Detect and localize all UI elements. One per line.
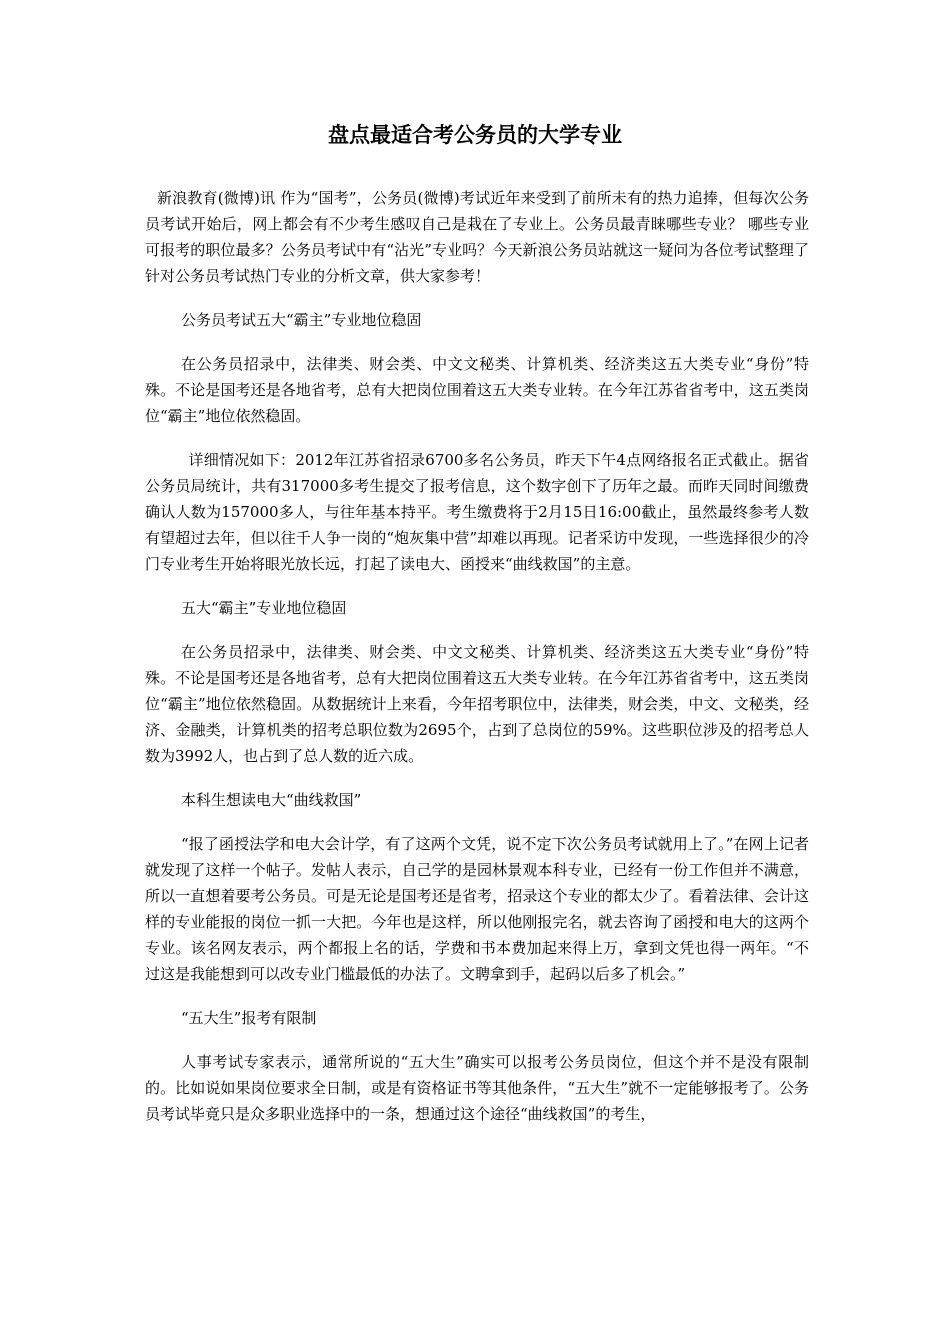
body-paragraph: 人事考试专家表示，通常所说的“五大生”确实可以报考公务员岗位，但这个并不是没有限制的。比如说如果岗位要求全日制，或是有资格证书等其他条件，“五大生”就不一定能够报考了。公务员考试毕竟只是众多职业选择中的一条，想通过这个途径“曲线救国”的考生， — [145, 1053, 809, 1123]
section-heading: “五大生”报考有限制 — [181, 1009, 317, 1027]
section-heading: 五大“霸主”专业地位稳固 — [181, 599, 347, 617]
intro-paragraph: 新浪教育(微博)讯 作为“国考”，公务员(微博)考试近年来受到了前所未有的热力追捧，但每次公务员考试开始后，网上都会有不少考生感叹自己是栽在了专业上。公务员最青睐哪些专业？ 哪些专业可报考的职位最多？公务员考试中有“沾光”专业吗？今天新浪公务员站就这一疑问为各位考试整理了针对公务员考试热门专业的分析文章，供大家参考！ — [145, 189, 809, 285]
body-paragraph: 详细情况如下：2012年江苏省招录6700多名公务员，昨天下午4点网络报名正式截止。据省公务员局统计，共有317000多考生提交了报考信息，这个数字创下了历年之最。而昨天同时间缴费确认人数为157000多人，与往年基本持平。考生缴费将于2月15日16:00截止，虽然最终参考人数有望超过去年，但以往千人争一岗的“炮灰集中营”却难以再现。记者采访中发现，一些选择很少的冷门专业考生开始将眼光放长远，打起了读电大、函授来“曲线救国”的主意。 — [145, 451, 809, 573]
body-paragraph: “报了函授法学和电大会计学，有了这两个文凭，说不定下次公务员考试就用上了。”在网上记者就发现了这样一个帖子。发帖人表示，自己学的是园林景观本科专业，已经有一份工作但并不满意，所以一直想着要考公务员。可是无论是国考还是省考，招录这个专业的都太少了。看着法律、会计这样的专业能报的岗位一抓一大把。今年也是这样，所以他刚报完名，就去咨询了函授和电大的这两个专业。该名网友表示，两个都报上名的话，学费和书本费加起来得上万，拿到文凭也得一两年。“不过这是我能想到可以改专业门槛最低的办法了。文聘拿到手，起码以后多了机会。” — [145, 835, 809, 983]
section-heading: 本科生想读电大“曲线救国” — [181, 791, 362, 809]
article-body — [145, 185, 809, 1145]
page-title: 盘点最适合考公务员的大学专业 — [328, 123, 622, 147]
body-paragraph: 在公务员招录中，法律类、财会类、中文文秘类、计算机类、经济类这五大类专业“身份”特殊。不论是国考还是各地省考，总有大把岗位围着这五大类专业转。在今年江苏省省考中，这五类岗位“霸主”地位依然稳固。 — [145, 355, 809, 425]
body-paragraph: 在公务员招录中，法律类、财会类、中文文秘类、计算机类、经济类这五大类专业“身份”特殊。不论是国考还是各地省考，总有大把岗位围着这五大类专业转。在今年江苏省省考中，这五类岗位“霸主”地位依然稳固。从数据统计上来看，今年招考职位中，法律类，财会类，中文、文秘类，经济、金融类，计算机类的招考总职位数为2695个，占到了总岗位的59%。这些职位涉及的招考总人数为3992人，也占到了总人数的近六成。 — [145, 643, 809, 765]
section-heading: 公务员考试五大“霸主”专业地位稳固 — [181, 311, 422, 329]
